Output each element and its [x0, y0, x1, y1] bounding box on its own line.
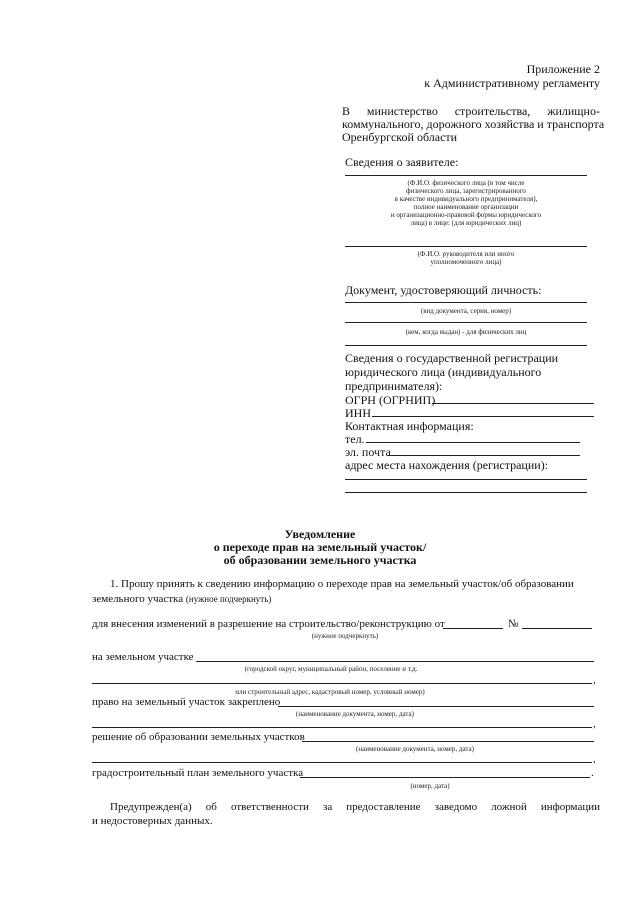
comma: , — [593, 674, 596, 686]
caption-doc-date-2: (наименование документа, номер, дата) — [356, 745, 474, 753]
decision-field[interactable] — [302, 741, 594, 742]
caption-num-date: (номер, дата) — [410, 782, 450, 790]
address-label: адрес места нахождения (регистрации): — [345, 458, 549, 472]
applicant-heading: Сведения о заявителе: — [345, 155, 459, 169]
address-field-2[interactable] — [345, 492, 587, 493]
addressee-line2: коммунального, дорожного хозяйства и транспорта — [342, 117, 605, 131]
decision-label: решение об образовании земельных участков — [92, 731, 305, 743]
permit-number-label: № — [508, 618, 519, 630]
right-field-2[interactable] — [92, 727, 592, 728]
head-name-line[interactable] — [345, 246, 587, 247]
warning-line-1: Предупрежден(а) об ответственности за предоставление заведомо ложной информации — [110, 801, 600, 813]
decision-field-2[interactable] — [92, 762, 592, 763]
caption-doc-date: (наименование документа, номер, дата) — [296, 710, 414, 718]
permit-date-field[interactable] — [443, 628, 503, 629]
request-line-2: земельного участка (нужное подчеркнуть) — [92, 593, 272, 605]
inn-field[interactable] — [372, 416, 594, 417]
appendix-regulation: к Административному регламенту — [424, 76, 600, 90]
caption-issued: (кем, когда выдан) - для физических лиц — [405, 328, 527, 336]
comma: , — [593, 718, 596, 730]
notice-subtitle-1: о переходе прав на земельный участок/ — [213, 540, 427, 554]
issued-line[interactable] — [345, 322, 587, 323]
doc-line[interactable] — [345, 302, 587, 303]
land-label: на земельном участке — [92, 651, 194, 663]
caption-underline: (нужное подчеркнуть) — [311, 632, 379, 640]
notice-title: Уведомление — [284, 527, 356, 541]
addressee-word: В — [342, 104, 351, 118]
address-field-1[interactable] — [345, 479, 587, 480]
right-field[interactable] — [278, 706, 594, 707]
phone-label: тел. — [345, 432, 365, 446]
email-label: эл. почта — [345, 445, 391, 459]
notice-subtitle-2: об образовании земельного участка — [223, 553, 417, 567]
applicant-name-line[interactable] — [345, 175, 587, 176]
address-field-land[interactable] — [92, 683, 592, 684]
addressee-word: строительства, — [454, 104, 531, 118]
caption-person: (Ф.И.О. физического лица (в том числе физического лица, зарегистрированного в качестве индивидуального предпринимателя), полное наименование организации и организационно-правовой формы юридического лица) в лице: (для юридических лиц) — [390, 179, 542, 227]
warning-line-2: и недостоверных данных. — [92, 815, 213, 827]
request-line-1: 1. Прошу принять к сведению информацию о переходе прав на земельный участок/об образовании — [110, 578, 574, 590]
caption-address: или строительный адрес, кадастровый номер, условный номер) — [235, 688, 425, 696]
land-field[interactable] — [196, 661, 594, 662]
ogrn-label: ОГРН (ОГРНИП) — [345, 393, 436, 407]
ogrn-field[interactable] — [432, 403, 594, 404]
addressee-line1 — [342, 104, 600, 118]
permit-number-field[interactable] — [522, 628, 592, 629]
gpzu-field[interactable] — [300, 777, 590, 778]
addressee-line3: Оренбургской области — [342, 130, 458, 144]
permit-label: для внесения изменений в разрешение на строительство/реконструкцию от — [92, 618, 445, 630]
separator-line[interactable] — [345, 345, 587, 346]
period: . — [591, 767, 594, 779]
addressee-word: министерство — [366, 104, 438, 118]
comma: , — [593, 753, 596, 765]
inn-label: ИНН — [345, 406, 371, 420]
caption-doc: (вид документа, серия, номер) — [420, 307, 512, 315]
gpzu-label: градостроительный план земельного участка — [92, 767, 304, 779]
caption-land: (городской округ, муниципальный район, поселение и т.д. — [244, 665, 418, 673]
contacts-heading: Контактная информация: — [345, 419, 474, 433]
reg-heading: Сведения о государственной регистрации юридического лица (индивидуального предпринимателя): — [345, 351, 559, 393]
id-heading: Документ, удостоверяющий личность: — [345, 283, 542, 297]
phone-field[interactable] — [366, 442, 580, 443]
right-label: право на земельный участок закреплено — [92, 696, 281, 708]
addressee-word: жилищно- — [547, 104, 600, 118]
caption-head: (Ф.И.О. руководителя или иного уполномоченного лица) — [417, 250, 515, 266]
email-field[interactable] — [388, 455, 580, 456]
appendix-number: Приложение 2 — [526, 62, 600, 76]
